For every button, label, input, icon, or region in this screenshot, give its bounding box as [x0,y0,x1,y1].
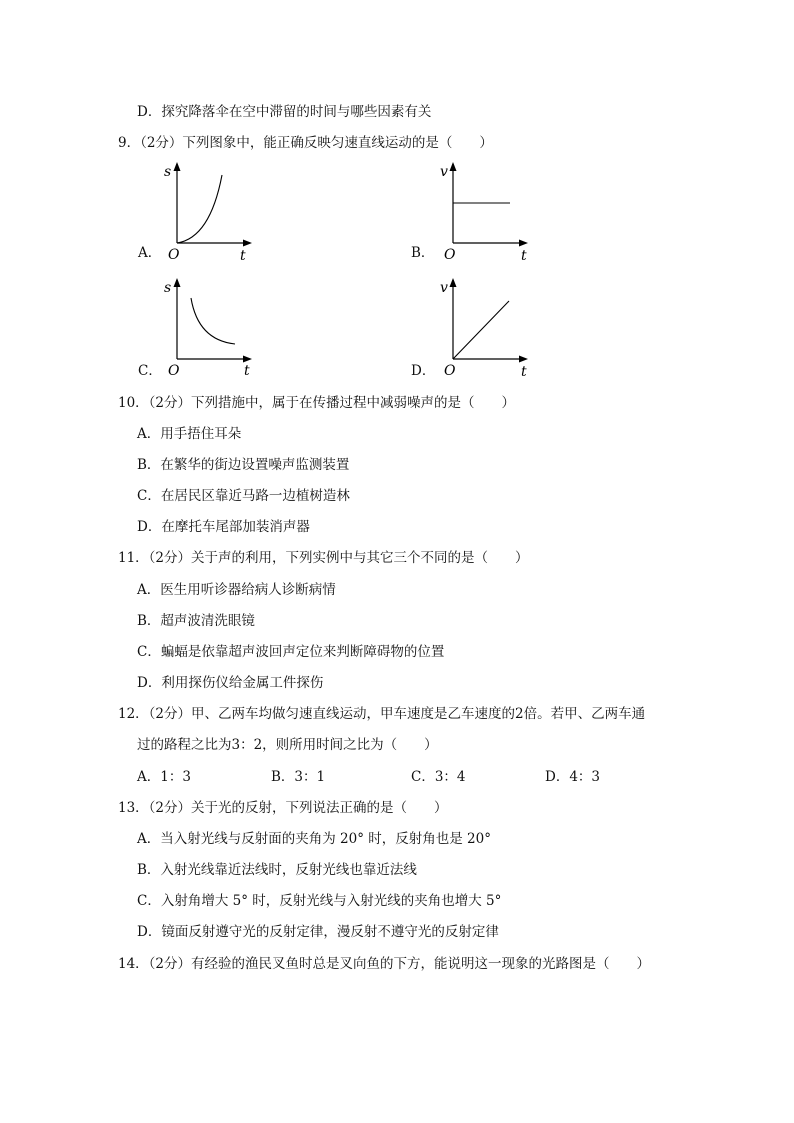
q9-graph-c-y-label: s [164,280,172,296]
q13-option-c: C．入射角增大 5° 时，反射光线与入射光线的夹角也增大 5° [137,893,502,909]
q12-option-d: D．4：3 [545,769,601,785]
q11-option-a: A．医生用听诊器给病人诊断病情 [137,582,336,598]
q10-option-a: A．用手捂住耳朵 [137,426,242,442]
q13-option-b: B．入射光线靠近法线时，反射光线也靠近法线 [137,862,417,878]
q11-option-c: C．蝙蝠是依靠超声波回声定位来判断障碍物的位置 [137,644,445,660]
q9-graph-d [436,276,536,381]
q10-option-b: B．在繁华的街边设置噪声监测装置 [137,457,350,473]
q11-stem: 11．（2分）关于声的利用，下列实例中与其它三个不同的是（ ） [118,550,529,566]
q14-stem: 14．（2分）有经验的渔民叉鱼时总是叉向鱼的下方，能说明这一现象的光路图是（ ） [118,956,651,972]
q9-graph-c-label: C． [138,363,162,379]
q13-option-a: A．当入射光线与反射面的夹角为 20° 时，反射角也是 20° [137,831,491,847]
q12-stem-line1: 12．（2分）甲、乙两车均做匀速直线运动，甲车速度是乙车速度的2倍。若甲、乙两车通 [118,706,646,722]
q12-option-b: B．3：1 [271,769,326,785]
q12-option-c: C．3：4 [411,769,466,785]
q11-option-d: D．利用探伤仪给金属工件探伤 [137,675,324,691]
q9-graph-b-x-label: t [521,248,527,264]
q9-graph-a [160,160,260,265]
q11-option-b: B．超声波清洗眼镜 [137,613,255,629]
q9-graph-b-y-label: v [440,164,448,180]
q9-graph-c-origin: O [168,363,180,379]
q9-graph-b-label: B． [411,245,435,261]
q9-stem: 9．（2分）下列图象中，能正确反映匀速直线运动的是（ ） [118,135,493,151]
q10-stem: 10．（2分）下列措施中，属于在传播过程中减弱噪声的是（ ） [118,395,516,411]
q9-graph-a-origin: O [168,247,180,263]
q13-stem: 13．（2分）关于光的反射，下列说法正确的是（ ） [118,800,448,816]
q9-graph-b [436,160,536,265]
q8-option-d: D．探究降落伞在空中滞留的时间与哪些因素有关 [137,104,432,120]
q9-graph-d-origin: O [444,363,456,379]
q12-option-a: A．1：3 [137,769,191,785]
q10-option-d: D．在摩托车尾部加装消声器 [137,519,310,535]
q13-option-d: D．镜面反射遵守光的反射定律，漫反射不遵守光的反射定律 [137,924,499,940]
q12-stem-line2: 过的路程之比为3：2，则所用时间之比为（ ） [137,737,438,753]
q9-graph-a-y-label: s [164,164,172,180]
q9-graph-b-origin: O [444,247,456,263]
q9-graph-a-x-label: t [240,248,246,264]
q9-graph-d-x-label: t [521,364,527,380]
q9-graph-c-x-label: t [244,363,250,379]
q9-graph-d-label: D． [411,363,436,379]
q9-graph-c [160,276,260,381]
q9-graph-a-label: A． [138,245,162,261]
q10-option-c: C．在居民区靠近马路一边植树造林 [137,488,350,504]
q9-graph-d-y-label: v [440,280,448,296]
